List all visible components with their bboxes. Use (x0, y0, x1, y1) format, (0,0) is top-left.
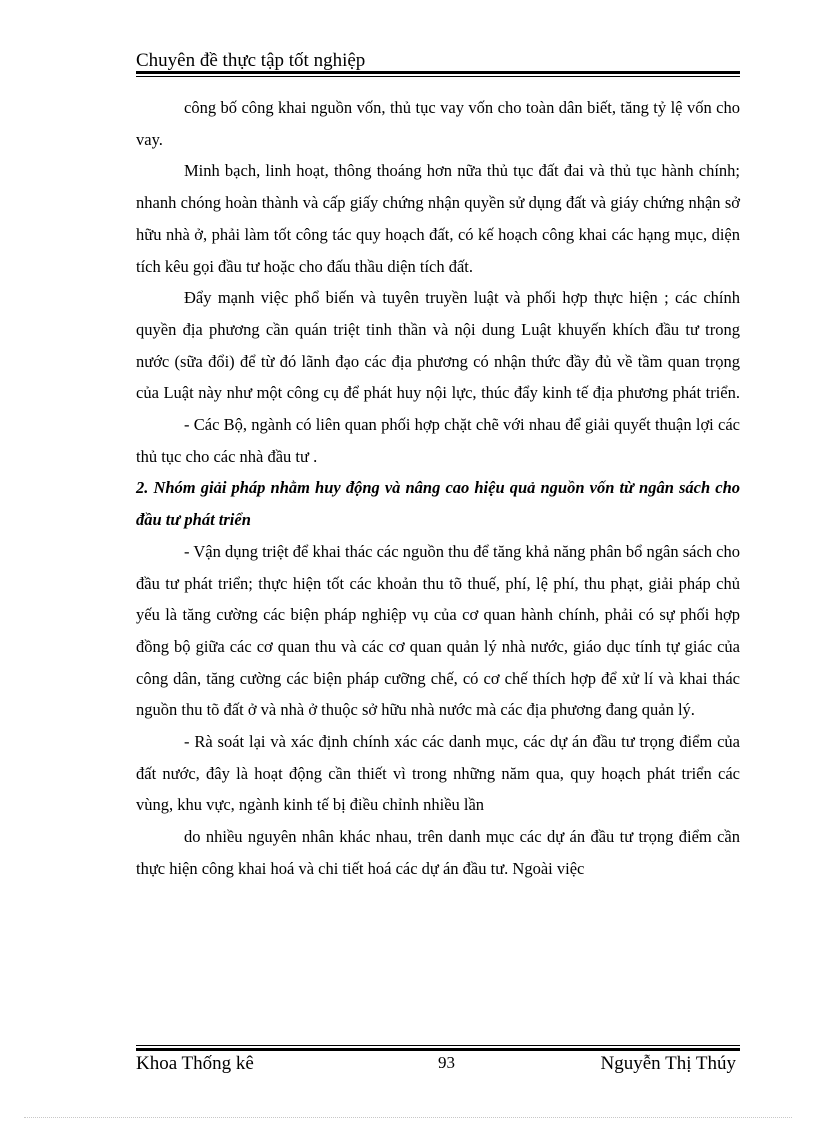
page-number: 93 (438, 1053, 455, 1072)
paragraph-6: - Rà soát lại và xác định chính xác các danh mục, các dự án đầu tư trọng điểm của đất nước, đây là hoạt động cần thiết vì trong những năm qua, quy hoạch phát triển các vùng, khu vực, ngành kinh tế bị điều chỉnh nhiều lần (136, 732, 740, 815)
document-body (136, 92, 740, 885)
paragraph-1: công bố công khai nguồn vốn, thủ tục vay vốn cho toàn dân biết, tăng tỷ lệ vốn cho vay. (136, 98, 740, 149)
footer-author: Nguyễn Thị Thúy (600, 1053, 736, 1074)
paragraph-5: - Vận dụng triệt để khai thác các nguồn thu để tăng khả năng phân bổ ngân sách cho đầu tư phát triển; thực hiện tốt các khoản thu tõ thuế, phí, lệ phí, thu phạt, giải pháp chủ yếu là tăng cường các biện pháp nghiệp vụ của cơ quan hành chính, phải có sự phối hợp đồng bộ giữa các cơ quan thu và các cơ quan quản lý nhà nước, giáo dục tính tự giác của công dân, tăng cường các biện pháp cưỡng chế, có cơ chế thích hợp để xử lí và khai thác nguồn thu tõ đất ở và nhà ở thuộc sở hữu nhà nước mà các địa phương đang quản lý. (136, 541, 740, 720)
section-heading-2: 2. Nhóm giải pháp nhằm huy động và nâng cao hiệu quả nguồn vốn từ ngân sách cho đầu tư phát triển (136, 478, 740, 530)
footer-rule-thick (136, 1048, 740, 1051)
paragraph-4: - Các Bộ, ngành có liên quan phối hợp chặt chẽ với nhau để giải quyết thuận lợi các thủ tục cho các nhà đầu tư . (136, 415, 740, 466)
footer-rule-thin (136, 1045, 740, 1046)
header-title: Chuyên đề thực tập tốt nghiệp (136, 50, 366, 71)
header-rule-thick (136, 71, 740, 74)
paragraph-7: do nhiều nguyên nhân khác nhau, trên danh mục các dự án đầu tư trọng điểm cần thực hiện công khai hoá và chi tiết hoá các dự án đầu tư. Ngoài việc (136, 827, 740, 878)
header-rule-thin (136, 76, 740, 77)
paragraph-3: Đẩy mạnh việc phổ biến và tuyên truyền luật và phối hợp thực hiện ; các chính quyền địa phương cần quán triệt tinh thần và nội dung Luật khuyến khích đầu tư trong nước (sữa đổi) để từ đó lãnh đạo các địa phương có nhận thức đầy đủ về tầm quan trọng của Luật này như một công cụ để phát huy nội lực, thúc đẩy kinh tế địa phương phát triển. (136, 288, 740, 403)
page-bottom-border (24, 1117, 792, 1118)
paragraph-2: Minh bạch, linh hoạt, thông thoáng hơn nữa thủ tục đất đai và thủ tục hành chính; nhanh chóng hoàn thành và cấp giấy chứng nhận quyền sử dụng đất và giáy chứng nhận sở hữu nhà ở, phải làm tốt công tác quy hoạch đất, có kế hoạch công khai các hạng mục, diện tích kêu gọi đầu tư hoặc cho đấu thầu diện tích đất. (136, 161, 740, 276)
footer-department: Khoa Thống kê (136, 1053, 254, 1074)
